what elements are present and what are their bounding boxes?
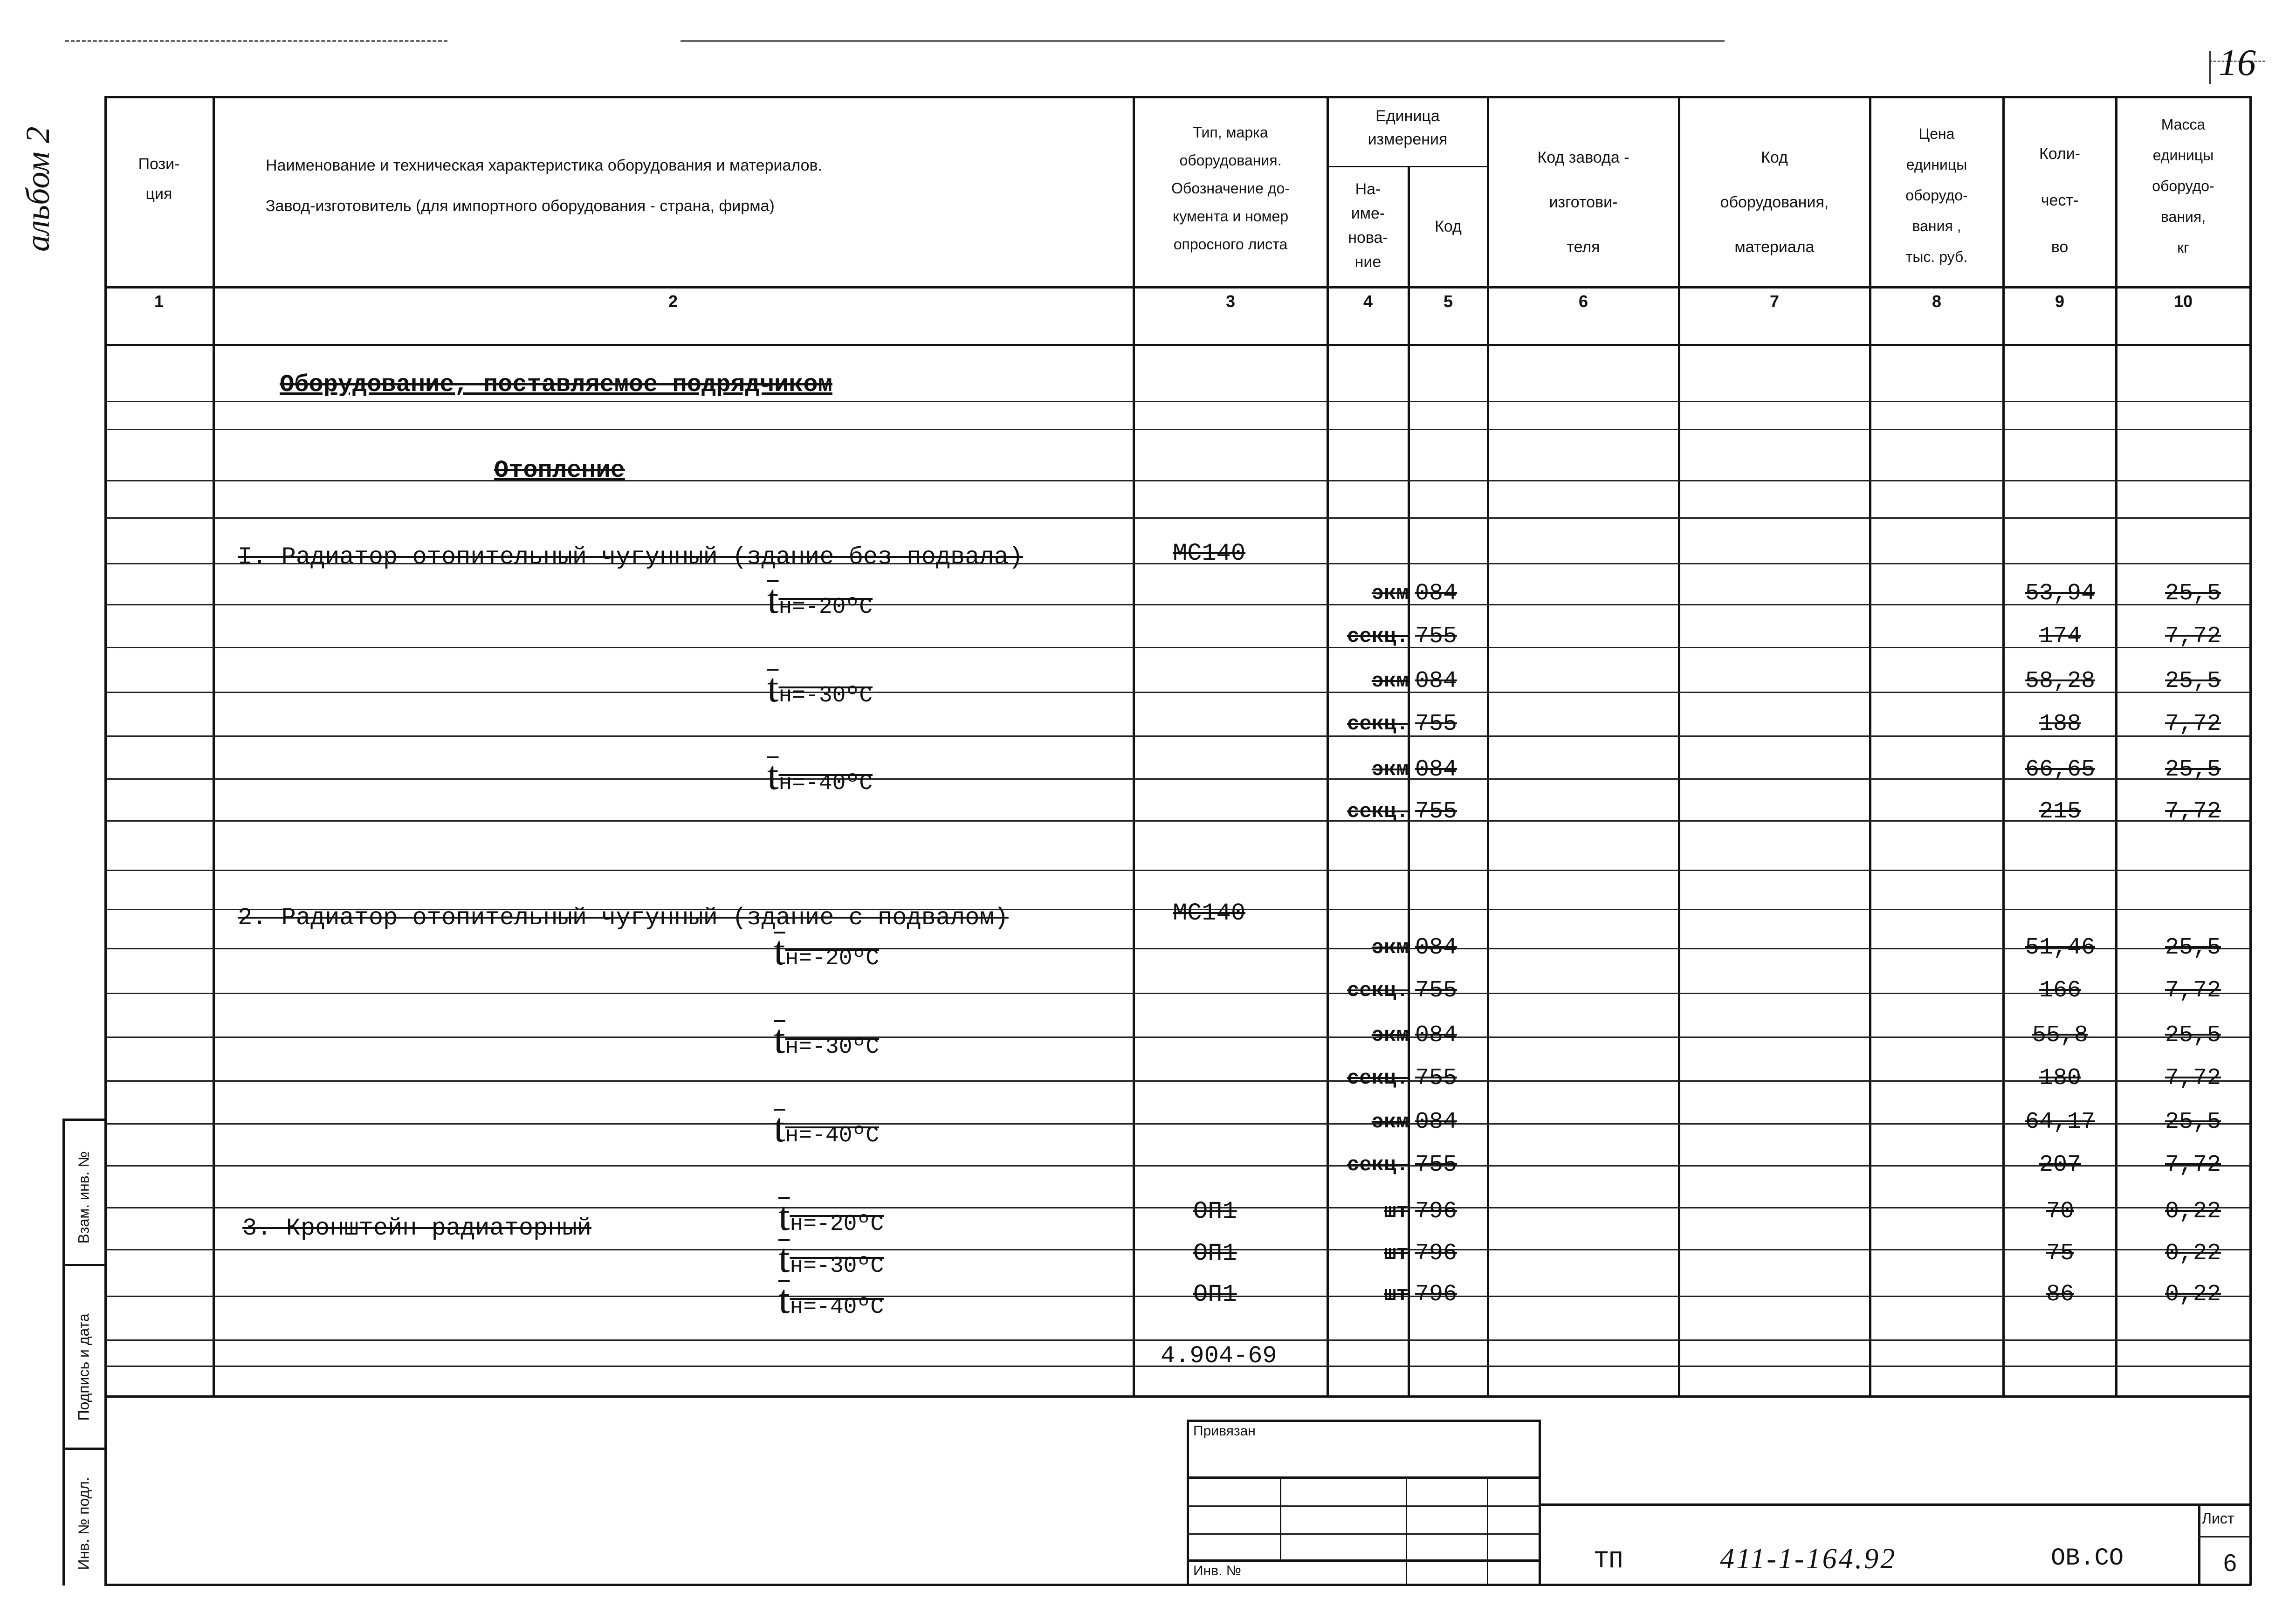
unit-group-line bbox=[1327, 166, 1487, 167]
temp-label: tн=-20ºС bbox=[774, 928, 880, 974]
row-unit: секц. bbox=[1347, 713, 1409, 736]
row-mass: 25,5 bbox=[2165, 1109, 2221, 1135]
header-col10: Масса единицы оборудо- вания, кг bbox=[2152, 116, 2214, 256]
row-code: 084 bbox=[1415, 756, 1457, 783]
row-qty: 66,65 bbox=[2025, 756, 2096, 783]
colnum-9: 9 bbox=[2055, 292, 2065, 311]
row-line bbox=[106, 480, 2250, 481]
row-qty: 207 bbox=[2039, 1152, 2081, 1178]
row-mass: 25,5 bbox=[2165, 668, 2221, 694]
row-code: 796 bbox=[1415, 1240, 1457, 1267]
row-unit: секц. bbox=[1347, 625, 1409, 648]
row-line bbox=[106, 948, 2250, 949]
row-unit: секц. bbox=[1347, 1067, 1409, 1090]
row-mass: 7,72 bbox=[2165, 798, 2221, 825]
item-1-name: I. Радиатор отопительный чугунный (здание без подвала) bbox=[238, 543, 1024, 571]
titleblock-sheet-code: ОВ.СО bbox=[2051, 1544, 2124, 1572]
row-qty: 51,46 bbox=[2025, 934, 2096, 961]
colnum-3: 3 bbox=[1225, 292, 1236, 311]
colnum-5: 5 bbox=[1443, 292, 1453, 311]
row-unit: шт bbox=[1384, 1242, 1409, 1265]
row-line bbox=[106, 604, 2250, 605]
header-unit-group: Единица измерения bbox=[1368, 107, 1448, 148]
row-line bbox=[106, 1339, 2250, 1341]
header-col3: Тип, марка оборудования. Обозначение до- кумента и номер опросного листа bbox=[1171, 124, 1290, 253]
margin-podpis: Подпись и дата bbox=[75, 1313, 92, 1421]
temp-label: tн=-40ºС bbox=[767, 753, 873, 798]
row-line bbox=[106, 1123, 2250, 1125]
stamp-vline-3 bbox=[1487, 1476, 1488, 1584]
row-qty: 86 bbox=[2046, 1281, 2074, 1308]
titleblock-sheet-div bbox=[2198, 1536, 2251, 1537]
page-number: 16 bbox=[2219, 42, 2256, 83]
row-qty: 64,17 bbox=[2025, 1109, 2096, 1135]
row-qty: 174 bbox=[2039, 623, 2081, 650]
colnum-7: 7 bbox=[1769, 292, 1780, 311]
row-code: 796 bbox=[1415, 1281, 1457, 1308]
doc-reference: 4.904-69 bbox=[1161, 1342, 1277, 1370]
row-code: 084 bbox=[1415, 1109, 1457, 1135]
top-dash-line-left bbox=[65, 40, 447, 42]
header-col7: Код оборудования, материала bbox=[1720, 149, 1829, 256]
temp-label: tн=-30ºС bbox=[767, 666, 873, 711]
temp-label: tн=-30ºС bbox=[774, 1017, 880, 1062]
row-line bbox=[106, 647, 2250, 648]
row-line bbox=[106, 778, 2250, 780]
item-2-name: 2. Радиатор отопительный чугунный (здание с подвалом) bbox=[238, 904, 1009, 932]
row-unit: шт bbox=[1384, 1200, 1409, 1223]
col-line-5 bbox=[1487, 96, 1489, 1396]
row-code: 084 bbox=[1415, 668, 1457, 694]
temp-label: tн=-20ºС bbox=[767, 577, 873, 622]
row-qty: 75 bbox=[2046, 1240, 2074, 1267]
section-subtitle: Отопление bbox=[494, 457, 625, 484]
margin-strip-line bbox=[62, 1119, 65, 1586]
row-unit: секц. bbox=[1347, 800, 1409, 824]
top-dash-line-right bbox=[681, 40, 1725, 42]
titleblock-prefix: ТП bbox=[1594, 1547, 1623, 1575]
row-qty: 70 bbox=[2046, 1198, 2074, 1225]
header-col5: Код bbox=[1435, 218, 1462, 235]
row-mass: 0,22 bbox=[2165, 1240, 2221, 1267]
col-line-7 bbox=[1869, 96, 1871, 1396]
row-line bbox=[106, 517, 2250, 519]
titleblock-sheet-number: 6 bbox=[2223, 1550, 2237, 1577]
row-mass: 25,5 bbox=[2165, 934, 2221, 961]
table-bottom bbox=[104, 1395, 2251, 1398]
header-col4: На- име- нова- ние bbox=[1348, 180, 1388, 271]
margin-strip-div2 bbox=[62, 1448, 105, 1450]
row-unit: экм bbox=[1371, 936, 1409, 960]
stamp-vline-1 bbox=[1280, 1476, 1281, 1560]
row-line bbox=[106, 870, 2250, 871]
colnum-8: 8 bbox=[1932, 292, 1942, 311]
header-bottom bbox=[104, 286, 2251, 288]
frame-left bbox=[104, 96, 107, 1586]
header-col2: Наименование и техническая характеристика оборудования и материалов. Завод-изготовитель (для импортного оборудования - страна, фирма) bbox=[266, 157, 823, 215]
header-col6: Код завода - изготови- теля bbox=[1537, 149, 1629, 256]
row-code: 755 bbox=[1415, 1065, 1457, 1091]
row-line bbox=[106, 692, 2250, 693]
row-mass: 25,5 bbox=[2165, 1022, 2221, 1049]
margin-zam-inv: Взам. инв. № bbox=[75, 1151, 92, 1244]
row-code: 755 bbox=[1415, 623, 1457, 650]
row-unit: экм bbox=[1371, 670, 1409, 693]
row-unit: экм bbox=[1371, 582, 1409, 605]
row-mass: 25,5 bbox=[2165, 580, 2221, 607]
header-col8: Цена единицы оборудо- вания , тыс. руб. bbox=[1905, 125, 1968, 265]
row-qty: 188 bbox=[2039, 711, 2081, 737]
row-mass: 0,22 bbox=[2165, 1198, 2221, 1225]
row-type: ОП1 bbox=[1193, 1240, 1237, 1267]
row-qty: 166 bbox=[2039, 977, 2081, 1004]
row-mass: 7,72 bbox=[2165, 623, 2221, 650]
row-line bbox=[106, 1207, 2250, 1208]
row-code: 755 bbox=[1415, 1152, 1457, 1178]
colnum-6: 6 bbox=[1578, 292, 1588, 311]
row-mass: 7,72 bbox=[2165, 1152, 2221, 1178]
titleblock-top bbox=[1541, 1503, 2251, 1506]
colnum-4: 4 bbox=[1363, 292, 1373, 311]
row-unit: экм bbox=[1371, 1111, 1409, 1134]
row-line bbox=[106, 993, 2250, 994]
col-line-6 bbox=[1678, 96, 1680, 1396]
row-type: ОП1 bbox=[1193, 1281, 1237, 1308]
row-line bbox=[106, 1080, 2250, 1082]
row-code: 755 bbox=[1415, 711, 1457, 737]
titleblock-sheet-label: Лист bbox=[2202, 1510, 2234, 1527]
row-code: 084 bbox=[1415, 934, 1457, 961]
margin-strip-top bbox=[62, 1119, 105, 1121]
header-col1: Пози- ция bbox=[138, 155, 180, 203]
colnum-1: 1 bbox=[154, 292, 164, 311]
row-code: 755 bbox=[1415, 798, 1457, 825]
stamp-label: Привязан bbox=[1193, 1423, 1256, 1439]
row-code: 796 bbox=[1415, 1198, 1457, 1225]
frame-bottom bbox=[104, 1584, 2251, 1586]
page-number-bar bbox=[2209, 51, 2211, 84]
side-note: альбом 2 bbox=[19, 126, 56, 252]
row-mass: 25,5 bbox=[2165, 756, 2221, 783]
temp-label: tн=-20ºС bbox=[778, 1194, 884, 1239]
section-title: Оборудование, поставляемое подрядчиком bbox=[280, 371, 832, 398]
row-qty: 180 bbox=[2039, 1065, 2081, 1091]
colnum-2: 2 bbox=[668, 292, 678, 311]
titleblock-project-code: 411-1-164.92 bbox=[1720, 1543, 1897, 1575]
row-mass: 7,72 bbox=[2165, 977, 2221, 1004]
row-qty: 58,28 bbox=[2025, 668, 2096, 694]
row-unit: шт bbox=[1384, 1283, 1409, 1306]
item-3-name: 3. Кронштейн радиаторный bbox=[242, 1215, 591, 1242]
row-line bbox=[106, 1296, 2250, 1297]
row-code: 755 bbox=[1415, 977, 1457, 1004]
row-qty: 53,94 bbox=[2025, 580, 2096, 607]
row-line bbox=[106, 1249, 2250, 1250]
colnum-bottom bbox=[104, 344, 2251, 346]
row-type: ОП1 bbox=[1193, 1198, 1237, 1225]
row-code: 084 bbox=[1415, 580, 1457, 607]
titleblock-sheet-line bbox=[2198, 1503, 2200, 1586]
row-mass: 0,22 bbox=[2165, 1281, 2221, 1308]
row-unit: секц. bbox=[1347, 979, 1409, 1002]
row-unit: экм bbox=[1371, 758, 1409, 782]
row-line bbox=[106, 820, 2250, 822]
header-col9: Коли- чест- во bbox=[2039, 145, 2081, 256]
frame-top bbox=[104, 96, 2251, 98]
row-unit: экм bbox=[1371, 1024, 1409, 1047]
row-unit: секц. bbox=[1347, 1153, 1409, 1177]
row-mass: 7,72 bbox=[2165, 1065, 2221, 1091]
row-line bbox=[106, 1165, 2250, 1167]
frame-right bbox=[2249, 96, 2252, 1586]
row-line bbox=[106, 401, 2250, 402]
margin-inv-podl: Инв. № подл. bbox=[75, 1477, 92, 1570]
colnum-10: 10 bbox=[2173, 292, 2193, 311]
row-qty: 215 bbox=[2039, 798, 2081, 825]
stamp-inv-label: Инв. № bbox=[1193, 1563, 1241, 1579]
row-line bbox=[106, 735, 2250, 737]
temp-label: tн=-30ºС bbox=[778, 1236, 884, 1281]
temp-label: tн=-40ºС bbox=[778, 1277, 884, 1322]
temp-label: tн=-40ºС bbox=[774, 1105, 880, 1151]
row-qty: 55,8 bbox=[2032, 1022, 2089, 1049]
margin-strip-div1 bbox=[62, 1264, 105, 1266]
col-line-1 bbox=[213, 96, 215, 1396]
row-line bbox=[106, 429, 2250, 430]
col-line-2 bbox=[1133, 96, 1135, 1396]
row-line bbox=[106, 1036, 2250, 1038]
item-1-type: МС140 bbox=[1173, 540, 1246, 567]
stamp-vline-2 bbox=[1406, 1476, 1407, 1584]
item-2-type: МС140 bbox=[1173, 899, 1246, 927]
row-mass: 7,72 bbox=[2165, 711, 2221, 737]
row-code: 084 bbox=[1415, 1022, 1457, 1049]
